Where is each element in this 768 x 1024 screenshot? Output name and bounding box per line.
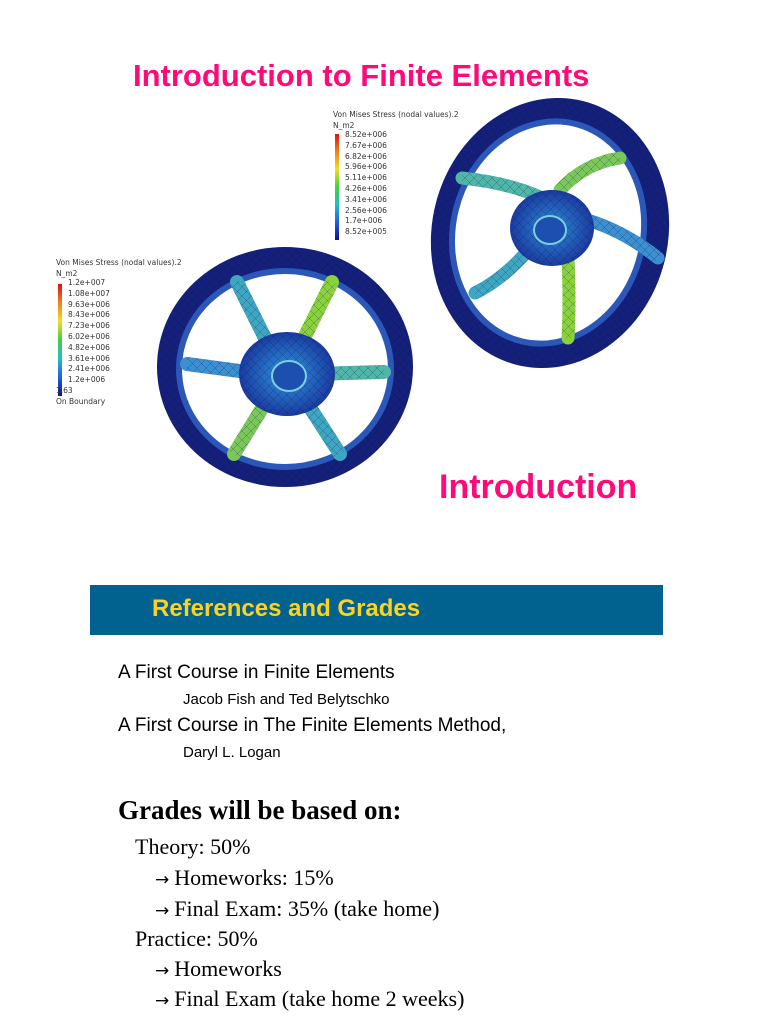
stress-legend-front	[56, 258, 182, 406]
legend-value: 4.26e+006	[345, 183, 387, 193]
legend-value: 5.11e+006	[345, 173, 387, 183]
legend-value: 7.23e+006	[68, 321, 110, 331]
legend-unit: N_m2	[333, 120, 355, 130]
legend-value: 6.02e+006	[68, 331, 110, 341]
legend-value: 9.63e+006	[68, 299, 110, 309]
legend-value: 8.43e+006	[68, 310, 110, 320]
grade-category: Practice: 50%	[135, 926, 258, 951]
grade-item: → Homeworks: 15%	[155, 865, 334, 890]
color-scale-bar	[335, 134, 339, 240]
legend-value: 1.08e+007	[68, 288, 110, 298]
grades-heading: Grades will be based on:	[118, 795, 402, 825]
reference-authors: Daryl L. Logan	[183, 744, 281, 761]
grade-item: → Final Exam: 35% (take home)	[155, 896, 440, 921]
legend-value: 8.52e+006	[345, 130, 387, 139]
wheel-figure-back	[420, 88, 680, 378]
banner-title: References and Grades	[152, 595, 421, 622]
legend-value: 1.2e+006	[68, 375, 106, 385]
legend-value: 2.41e+006	[68, 364, 110, 374]
color-scale-bar	[58, 284, 62, 396]
arrow-icon: →	[155, 991, 170, 1011]
legend-value: 6.82e+006	[345, 151, 387, 161]
reference-authors: Jacob Fish and Ted Belytschko	[183, 691, 390, 708]
arrow-icon: →	[155, 870, 170, 890]
wheel-figure-front	[152, 242, 418, 492]
reference-book: A First Course in The Finite Elements Method,	[118, 715, 507, 736]
section-banner	[90, 585, 663, 635]
stress-legend-back	[333, 110, 459, 237]
legend-unit: N_m2	[56, 268, 78, 278]
legend-value: 1.2e+007	[68, 278, 106, 287]
grade-category: Theory: 50%	[135, 834, 251, 859]
grade-item: → Final Exam (take home 2 weeks)	[155, 986, 465, 1011]
legend-title: Von Mises Stress (nodal values).2	[333, 110, 459, 119]
legend-value: 1.63	[56, 386, 73, 395]
legend-value: 3.41e+006	[345, 194, 387, 204]
arrow-icon: →	[155, 901, 170, 921]
section-title: Introduction	[439, 468, 638, 506]
grade-item: → Homeworks	[155, 956, 282, 981]
legend-value: 7.67e+006	[345, 140, 387, 150]
legend-value: 8.52e+005	[345, 227, 387, 237]
legend-value: 5.96e+006	[345, 162, 387, 172]
legend-value: 3.61e+006	[68, 353, 110, 363]
arrow-icon: →	[155, 961, 170, 981]
slide-title: Introduction to Finite Elements	[133, 58, 590, 93]
legend-value: 1.7e+006	[345, 216, 383, 226]
legend-title: Von Mises Stress (nodal values).2	[56, 258, 182, 267]
reference-book: A First Course in Finite Elements	[118, 662, 395, 683]
legend-value: 4.82e+006	[68, 342, 110, 352]
legend-footer: On Boundary	[56, 396, 106, 406]
legend-value: 2.56e+006	[345, 205, 387, 215]
